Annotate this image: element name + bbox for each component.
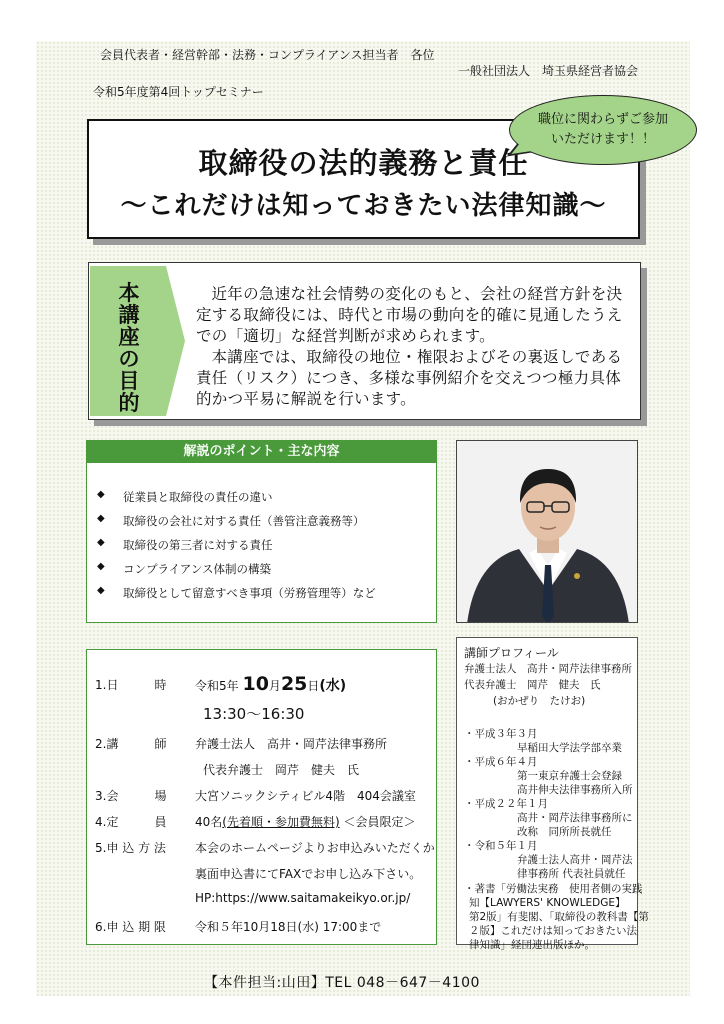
- diamond-bullet-icon: ◆: [97, 561, 105, 572]
- apply-line-2: 裏面申込書にてFAXでお申し込み下さい。: [195, 867, 422, 881]
- date-month-unit: 月: [268, 679, 281, 693]
- purpose-label-char: 座: [118, 325, 140, 349]
- history-detail: 高井・岡芹法律事務所に: [517, 812, 633, 824]
- list-item: [97, 489, 436, 513]
- apply-label: 5.申 込 方 法: [95, 841, 166, 855]
- point-text: 取締役の会社に対する責任（善管注意義務等）: [123, 514, 365, 528]
- date-day-unit: 日: [307, 679, 320, 693]
- purpose-paragraph-1: 近年の急速な社会情勢の変化のもと、会社の経営方針を決定する取締役には、時代と市場の動向を的確に見通したうえでの「適切」な経営判断が求められます。: [196, 285, 623, 345]
- capacity-value: [195, 813, 416, 830]
- date-weekday: (水): [319, 678, 347, 694]
- date-day: 25: [280, 673, 308, 695]
- purpose-text: [196, 284, 630, 410]
- list-item: [97, 537, 436, 561]
- capacity-tail: ＜会員限定＞: [343, 815, 416, 829]
- history-year: ・平成６年４月: [464, 756, 538, 768]
- date-month: 10: [242, 673, 269, 695]
- diamond-bullet-icon: ◆: [97, 585, 105, 596]
- capacity-number: 40名: [195, 815, 223, 829]
- lecturer-photo: [456, 440, 638, 623]
- capacity-note: (先着順・参加費無料): [222, 815, 340, 829]
- event-info-box: [86, 649, 437, 945]
- history-detail: 律事務所 代表社員就任: [517, 868, 626, 880]
- point-text: コンプライアンス体制の構築: [123, 562, 272, 576]
- points-box: [86, 440, 437, 623]
- apply-line-1: 本会のホームページよりお申込みいただくか: [195, 841, 435, 855]
- purpose-label-char: 目: [118, 369, 140, 393]
- time-value: 13:30～16:30: [203, 705, 305, 723]
- lecturer-label: 2.講 師: [95, 737, 167, 751]
- lecturer-profile: [456, 637, 649, 951]
- point-text: 従業員と取締役の責任の違い: [123, 490, 273, 504]
- deadline-value: 令和５年10月18日(水) 17:00まで: [195, 920, 382, 934]
- profile-reading: (おかぜり たけお): [493, 695, 586, 707]
- list-item: [97, 585, 436, 609]
- history-year: ・令和５年１月: [464, 840, 538, 852]
- books-line: 知【LAWYERS' KNOWLEDGE】: [469, 897, 626, 909]
- bubble-line-1: 職位に関わらずご参加: [537, 112, 668, 127]
- profile-firm: 弁護士法人 高井・岡芹法律事務所: [464, 663, 632, 675]
- books-line: ・著書「労働法実務 使用者側の実践: [464, 883, 643, 895]
- books-line: 第2版」有斐閣、「取締役の教科書【第: [469, 911, 649, 923]
- lecturer-firm: 弁護士法人 高井・岡芹法律事務所: [195, 737, 388, 751]
- lecturer-portrait-image: [457, 441, 638, 623]
- apply-url-link[interactable]: HP:https://www.saitamakeikyo.or.jp/: [195, 891, 411, 905]
- point-text: 取締役の第三者に対する責任: [123, 538, 273, 552]
- diamond-bullet-icon: ◆: [97, 537, 105, 548]
- purpose-label-char: 的: [118, 391, 140, 415]
- list-item: [97, 513, 436, 537]
- addressee: 会員代表者・経営幹部・法務・コンプライアンス担当者 各位: [100, 48, 435, 62]
- points-list: [87, 463, 436, 609]
- speech-bubble: [509, 95, 697, 165]
- books-line: 律知識」経団連出版ほか。: [469, 939, 595, 951]
- diamond-bullet-icon: ◆: [97, 489, 105, 500]
- purpose-label-char: の: [118, 347, 140, 371]
- point-text: 取締役として留意すべき事項（労務管理等）など: [123, 586, 376, 600]
- purpose-label-char: 講: [118, 303, 140, 327]
- lecturer-name: 代表弁護士 岡芹 健夫 氏: [203, 763, 360, 777]
- diamond-bullet-icon: ◆: [97, 513, 105, 524]
- deadline-label: 6.申 込 期 限: [95, 920, 166, 934]
- history-detail: 早稲田大学法学部卒業: [517, 742, 622, 754]
- list-item: [97, 561, 436, 585]
- organizer: 一般社団法人 埼玉県経営者協会: [457, 64, 638, 78]
- purpose-label: [114, 282, 144, 414]
- contact-line: 【本件担当:山田】TEL 048－647－4100: [204, 975, 480, 991]
- page-subtitle: ～これだけは知っておきたい法律知識～: [120, 191, 607, 221]
- date-value: [195, 673, 346, 695]
- date-prefix: 令和5年: [195, 679, 239, 693]
- venue-value: 大宮ソニックシティビル4階 404会議室: [195, 789, 416, 803]
- page-title: 取締役の法的義務と責任: [198, 146, 529, 180]
- purpose-paragraph-2: 本講座では、取締役の地位・権限およびその裏返しである責任（リスク）につき、多様な事例紹介を交えつつ極力具体的かつ平易に解説を行います。: [196, 348, 623, 408]
- history-detail: 高井伸夫法律事務所入所: [517, 784, 633, 796]
- profile-name: 代表弁護士 岡芹 健夫 氏: [464, 679, 601, 691]
- history-detail: 弁護士法人高井・岡芹法: [517, 854, 633, 866]
- purpose-label-char: 本: [118, 281, 140, 305]
- books-line: ２版】これだけは知っておきたい法: [469, 925, 637, 937]
- capacity-label: 4.定 員: [95, 815, 167, 829]
- date-label: 1.日 時: [95, 678, 167, 692]
- seminar-series: 令和5年度第4回トップセミナー: [93, 85, 264, 99]
- history-detail: 改称 同所所長就任: [517, 826, 612, 838]
- venue-label: 3.会 場: [95, 789, 167, 803]
- history-year: ・平成３年３月: [464, 728, 538, 740]
- history-detail: 第一東京弁護士会登録: [517, 770, 622, 782]
- points-heading: 解説のポイント・主な内容: [87, 441, 436, 463]
- history-year: ・平成２２年１月: [464, 798, 548, 810]
- profile-heading: 講師プロフィール: [464, 646, 559, 660]
- bubble-line-2: いただけます！！: [550, 132, 655, 147]
